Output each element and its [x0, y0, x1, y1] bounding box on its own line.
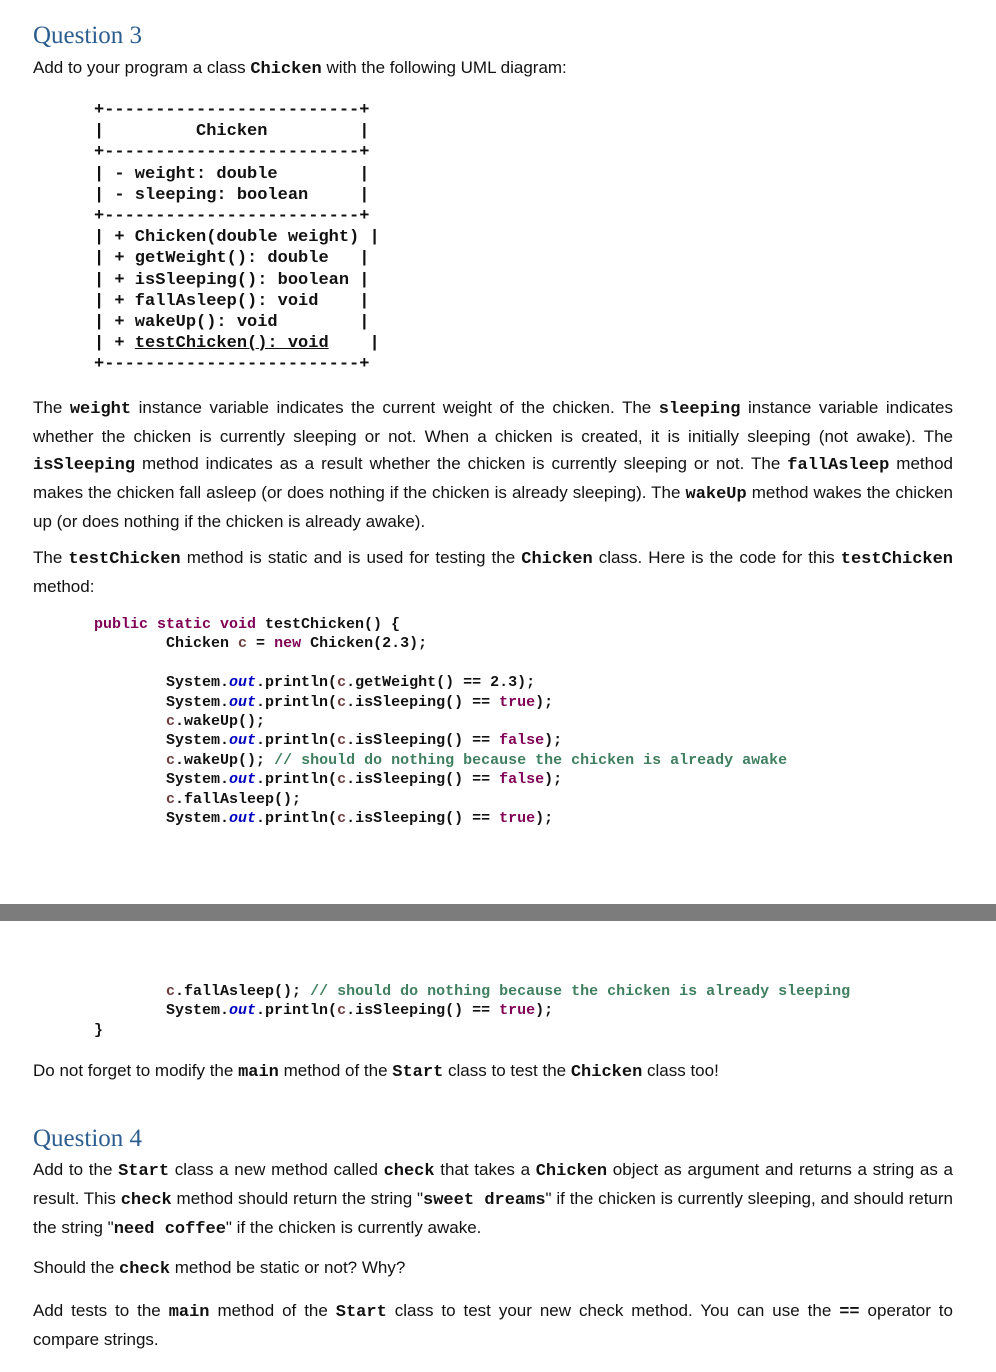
uml-class-name: Chicken: [196, 122, 268, 142]
question-4-tests: Add tests to the main method of the Start class to test your new check method. You can use the == operator to compare strings.: [33, 1301, 953, 1349]
question-3-intro: Add to your program a class Chicken with the following UML diagram:: [33, 58, 567, 79]
question-4-heading: Question 4: [33, 1125, 143, 1152]
uml-method: + wakeUp(): void: [114, 313, 278, 333]
code-block-part-2: c.fallAsleep(); // should do nothing because the chicken is already sleeping System.out.println(c.isSleeping() == true); }: [94, 983, 851, 1039]
question-3-reminder: Do not forget to modify the main method of the Start class to test the Chicken class too!: [33, 1061, 719, 1082]
question-3-description: The weight instance variable indicates the current weight of the chicken. The sleeping instance variable indicates whether the chicken is currently sleeping or not. When a chicken is created, it is initially sleeping (not awake). The isSleeping method indicates as a result whether the chicken is currently sleeping or not. The fallAsleep method makes the chicken fall asleep (or does nothing if the chicken is already sleeping). The wakeUp method wakes the chicken up (or does nothing if the chicken is already awake).: [33, 398, 953, 531]
uml-method: + Chicken(double weight): [114, 228, 360, 248]
question-4-static-question: Should the check method be static or not? Why?: [33, 1258, 406, 1279]
question-4-description: Add to the Start class a new method called check that takes a Chicken object as argument and returns a string as a result. This check method should return the string "sweet dreams" if the chicken is currently sleeping, and should return the string "need coffee" if the chicken is currently awake.: [33, 1160, 953, 1239]
page-break-divider: [0, 904, 996, 921]
uml-method: + isSleeping(): boolean: [114, 270, 350, 290]
uml-attribute: - weight: double: [114, 164, 278, 184]
uml-method: + getWeight(): double: [114, 249, 329, 269]
question-3-heading: Question 3: [33, 22, 143, 49]
code-block-part-1: public static void testChicken() { Chicken c = new Chicken(2.3); System.out.println(c.getWeight() == 2.3); System.out.println(c.isSleeping() == true); c.wakeUp(); System.out.println(c.isSleeping() == false); c.wakeUp(); // should do nothing because the chicken is already awake System.out.println(c.isSleeping() == false); c.fallAsleep(); System.out.println(c.isSleeping() == true);: [94, 616, 788, 828]
uml-diagram: +-------------------------+ | Chicken | +-------------------------+ | - weight: double | | - sleeping: boolean | +-------------------------+ | + Chicken(double weight) | | + getWeight(): double | | + isSleeping(): boolean | | + fallAsleep(): void | | + wakeUp(): void | | + testChicken(): void | +-------------------------+: [94, 101, 380, 375]
uml-method: + fallAsleep(): void: [114, 291, 319, 311]
uml-static-method: testChicken(): void: [134, 334, 329, 354]
question-3-test-intro: The testChicken method is static and is used for testing the Chicken class. Here is the code for this testChicken method:: [33, 548, 953, 596]
uml-attribute: - sleeping: boolean: [114, 185, 309, 205]
